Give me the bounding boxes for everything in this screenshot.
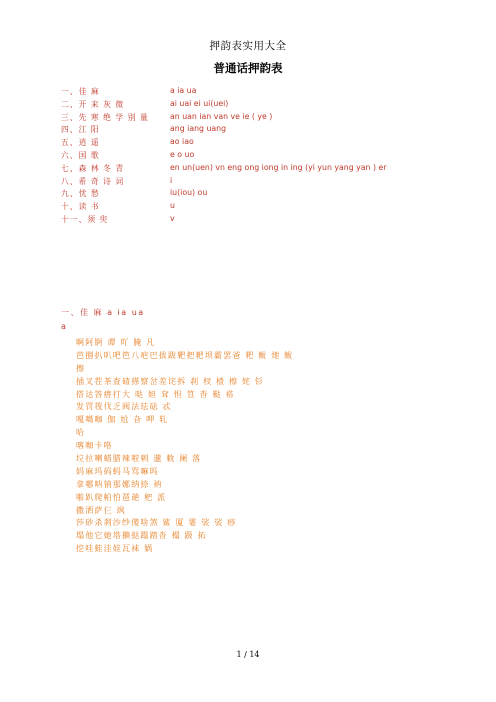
character-line: 嘎噶咖 伽 尬 旮 呷 轧 [76,415,169,425]
rhyme-finals: an uan ian van ve ie ( ye ) [170,111,273,121]
section-title: 一、佳 麻 a ia ua [61,308,145,317]
rhyme-group-name: 二、开 来 灰 微 [61,99,125,109]
rhyme-group-name: 一、佳 麻 [61,87,100,96]
page-number: 1 / 14 [236,650,260,659]
character-line: 哈 [76,428,86,438]
rhyme-finals: ang iang uang [170,124,227,134]
character-line: 啊阿锕 谭 吖 腌 凡 [76,338,156,347]
character-line: 垃拉喇蜡腊辣啦剌 邋 敕 阑 落 [76,454,202,464]
rhyme-group-name: 六、国 歌 [61,150,100,160]
rhyme-finals: u [170,201,175,211]
character-line: 喀咖卡咯 [76,441,113,451]
rhyme-group-name: 十一、须 臾 [61,214,109,224]
rhyme-group-name: 五、逍 遥 [61,138,100,148]
section-subheading: a [61,322,66,331]
character-list [76,337,293,556]
character-line: 塌他它她塔獭挞蹋踏沓 榻 趿 拓 [76,531,207,541]
rhyme-finals: i [170,175,173,185]
rhyme-group-name: 四、江 阳 [61,125,100,135]
character-line: 拿哪呐钠那娜纳捺 衲 [76,479,163,489]
character-line: 撒洒萨仨 飒 [76,505,126,515]
rhyme-group-name: 十、读 书 [61,202,100,212]
character-line: 擦 [76,363,86,373]
rhyme-finals: a ia ua [170,86,197,95]
rhyme-group-name: 九、忧 愁 [61,189,100,199]
rhyme-finals: v [170,213,175,223]
character-line: 妈麻玛码蚂马骂嘛吗 [76,466,159,476]
rhyme-group-name: 七、森 林 冬 青 [61,163,125,173]
character-line: 挖哇蛙洼娃瓦袜 娲 [76,544,154,554]
character-line: 啪趴爬帕怕琶葩 杷 派 [76,492,167,502]
rhyme-finals: ai uai ei ui(uei) [170,98,229,108]
rhyme-finals: ao iao [170,137,194,147]
rhyme-finals: iu(iou) ou [170,188,208,198]
rhyme-finals: en un(uen) vn eng ong iong in ing (yi yun yang yan ) er [170,162,387,172]
character-line: 搭达答瘩打大 哒 妲 耷 怛 笪 沓 鞑 褡 [76,389,235,399]
character-line: 发罚筏伐乏阀法珐砝 忒 [76,402,172,412]
character-line: 芭捌扒叭吧笆八疤巴拔跋靶把耙坝霸罢爸 粑 鲅 灺 鲅 [76,350,294,360]
document-heading: 普通话押韵表 [213,61,283,75]
document-title: 押韵表实用大全 [209,40,287,52]
rhyme-finals: e o uo [170,149,195,159]
character-line: 插叉茬茶查碴搽察岔差诧拆 刹 杈 楂 檫 姹 钐 [76,376,265,386]
rhyme-group-name: 八、希 奇 诗 词 [61,176,125,186]
character-line: 莎砂杀刹沙纱傻啥煞 鲨 厦 霎 裟 裟 痧 [76,518,237,528]
rhyme-group-name: 三、先 寒 绝 学 别 量 [61,112,149,122]
